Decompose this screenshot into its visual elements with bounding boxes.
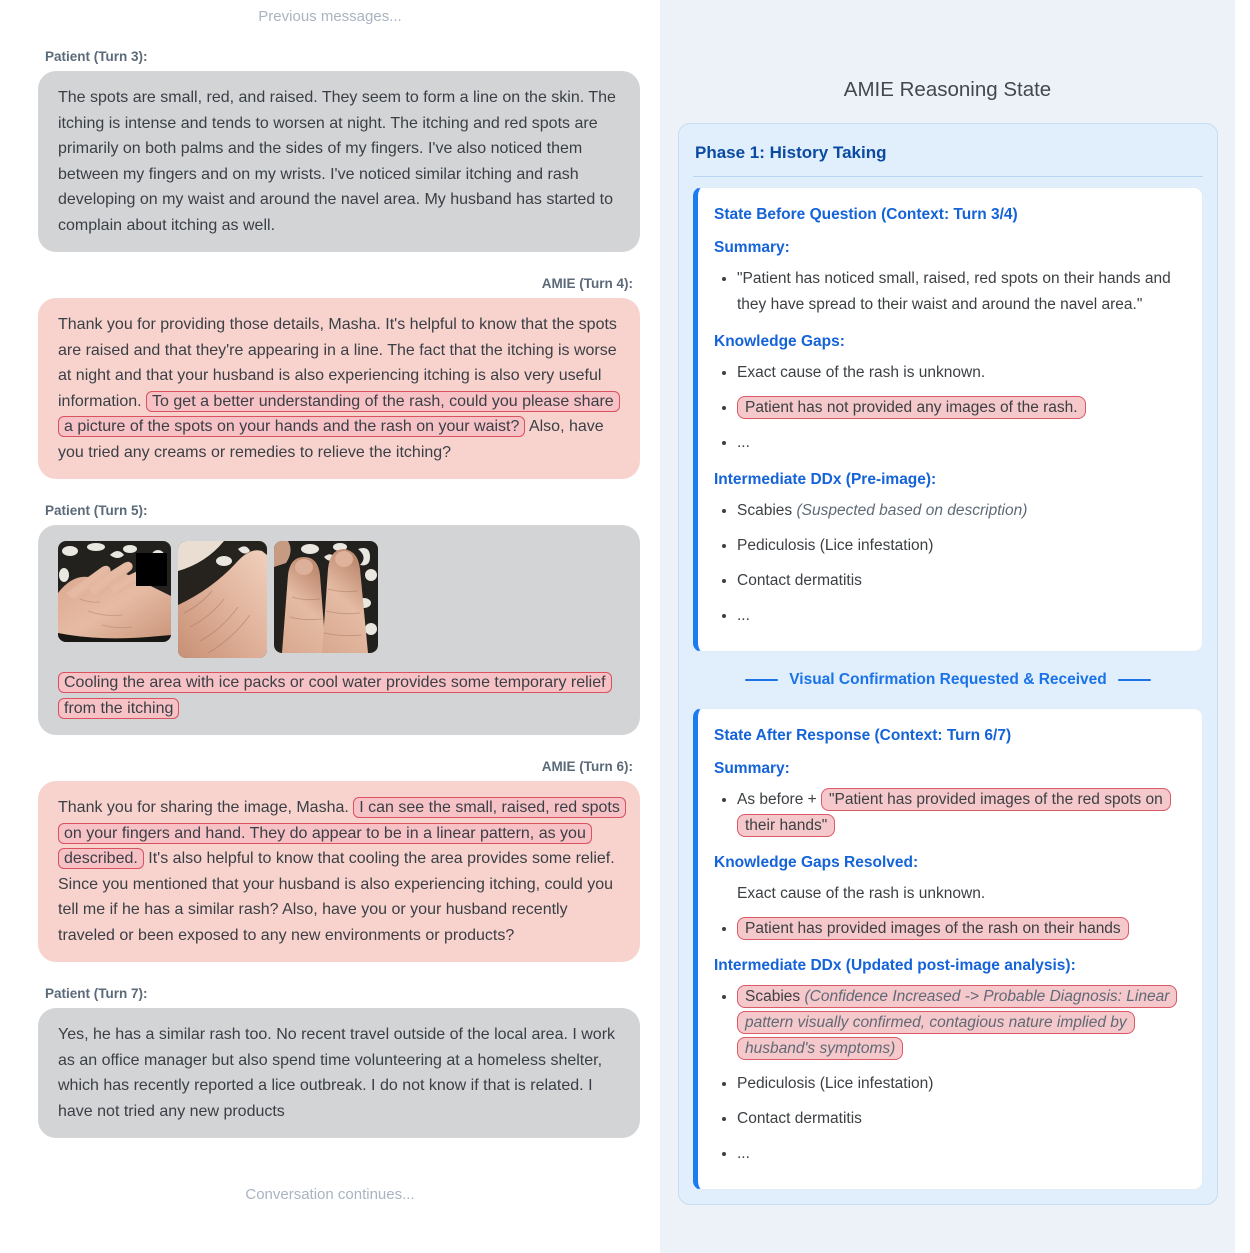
summary-label-1: Summary: bbox=[714, 239, 790, 256]
state-after-card bbox=[693, 708, 1203, 1190]
gaps-resolved-label: Knowledge Gaps Resolved: bbox=[714, 854, 919, 871]
ddx-item-contact-dermatitis: • Contact dermatitis bbox=[737, 568, 1186, 594]
summary-label-2: Summary: bbox=[714, 760, 790, 777]
gap-item-ellipsis: • ... bbox=[737, 430, 1186, 456]
previous-messages-note: Previous messages... bbox=[258, 8, 402, 25]
amie-turn-4-highlight: To get a better understanding of the rash, could you please share a picture of the spots on your hands and the rash on your waist? bbox=[58, 391, 620, 438]
gap-item: • Exact cause of the rash is unknown. bbox=[737, 360, 1186, 386]
patient-photo-1[interactable] bbox=[58, 541, 171, 642]
ddx-item-contact-dermatitis: • Contact dermatitis bbox=[737, 1106, 1186, 1132]
phase-card bbox=[678, 123, 1218, 1205]
ddx-item-ellipsis: • ... bbox=[737, 603, 1186, 629]
turn-label-patient-5: Patient (Turn 5): bbox=[45, 503, 148, 518]
ddx-updated-list bbox=[714, 984, 1186, 1167]
ddx-name: Scabies bbox=[737, 502, 793, 519]
knowledge-gaps-list bbox=[714, 360, 1186, 456]
turn-label-patient-7: Patient (Turn 7): bbox=[45, 986, 148, 1001]
summary-item: • "Patient has noticed small, raised, red spots on their hands and they have spread to their waist and around the navel area." bbox=[737, 266, 1186, 318]
gaps-resolved-list bbox=[714, 881, 1186, 942]
turn-label-patient-3: Patient (Turn 3): bbox=[45, 49, 148, 64]
turn-label-amie-4: AMIE (Turn 4): bbox=[541, 276, 633, 291]
ddx-item-pediculosis: • Pediculosis (Lice infestation) bbox=[737, 533, 1186, 559]
summary-list-2 bbox=[714, 787, 1186, 839]
patient-photo-row bbox=[58, 541, 620, 658]
patient-turn-3-text: The spots are small, red, and raised. They seem to form a line on the skin. The itching is intense and tends to worsen at night. The itching and red spots are primarily on both palms and the sides of my fingers. I've also noticed them between my fingers and on my wrists. I've noticed similar itching and rash developing on my waist and around the navel area. My husband has started to complain about itching as well. bbox=[58, 89, 616, 234]
resolved-item-plain: Exact cause of the rash is unknown. bbox=[737, 885, 986, 902]
ddx-name: Scabies bbox=[745, 988, 801, 1005]
ddx-pre-image-list bbox=[714, 498, 1186, 629]
state-after-heading: State After Response (Context: Turn 6/7) bbox=[714, 727, 1012, 744]
turn-label-amie-6: AMIE (Turn 6): bbox=[541, 759, 633, 774]
visual-confirmation-divider bbox=[693, 671, 1203, 689]
state-before-heading: State Before Question (Context: Turn 3/4) bbox=[714, 206, 1018, 223]
patient-turn-7-text: Yes, he has a similar rash too. No recent travel outside of the local area. I work as an office manager but also spend time volunteering at a homeless shelter, which has recently reported a lice outbreak. I do not know if that is related. I have not tried any new products bbox=[58, 1026, 616, 1120]
patient-message-turn-3 bbox=[38, 71, 640, 252]
patient-photo-3[interactable] bbox=[274, 541, 378, 653]
divider-dash-left-icon bbox=[745, 679, 778, 682]
ddx-item-pediculosis: • Pediculosis (Lice infestation) bbox=[737, 1071, 1186, 1097]
amie-turn-4-text: Thank you for providing those details, Masha. It's helpful to know that the spots are raised and that they're appearing in a line. The fact that the itching is worse at night and that your husband is also experiencing itching is also very useful information. bbox=[58, 316, 617, 410]
page-right-margin bbox=[1235, 0, 1250, 1253]
summary-list-1 bbox=[714, 266, 1186, 318]
knowledge-gaps-label: Knowledge Gaps: bbox=[714, 333, 845, 350]
ddx-item-ellipsis: • ... bbox=[737, 1141, 1186, 1167]
ddx-note: (Confidence Increased -> Probable Diagnosis: Linear pattern visually confirmed, contagious nature implied by husband's symptoms) bbox=[745, 988, 1170, 1057]
ddx-pre-image-label: Intermediate DDx (Pre-image): bbox=[714, 471, 937, 488]
patient-turn-5-highlight: Cooling the area with ice packs or cool water provides some temporary relief from the itching bbox=[58, 672, 612, 719]
gap-highlight: Patient has not provided any images of the rash. bbox=[737, 396, 1086, 419]
ddx-item-scabies bbox=[737, 498, 1186, 524]
panel-title: AMIE Reasoning State bbox=[843, 78, 1052, 101]
patient-photo-2[interactable] bbox=[178, 541, 267, 658]
resolved-item-highlighted bbox=[737, 916, 1186, 942]
amie-turn-6-highlight: I can see the small, raised, red spots on your fingers and hand. They do appear to be in a linear pattern, as you described. bbox=[58, 797, 626, 869]
resolved-highlight: Patient has provided images of the rash on their hands bbox=[737, 917, 1129, 940]
divider-dash-right-icon bbox=[1118, 679, 1151, 682]
gap-item-highlighted bbox=[737, 395, 1186, 421]
divider-label: Visual Confirmation Requested & Received bbox=[789, 671, 1107, 688]
reasoning-state-panel bbox=[660, 0, 1235, 1253]
state-before-card bbox=[693, 187, 1203, 652]
summary-prefix: As before + bbox=[737, 791, 822, 808]
patient-message-turn-5 bbox=[38, 525, 640, 735]
amie-message-turn-6 bbox=[38, 781, 640, 962]
amie-turn-6-text-post: It's also helpful to know that cooling the area provides some relief. Since you mentioned that your husband is also experiencing itching, could you tell me if he has a similar rash? Also, have you or your husband recently traveled or been exposed to any new environments or products? bbox=[58, 850, 615, 944]
ddx-item-scabies-updated bbox=[737, 984, 1186, 1062]
ddx-scabies-highlight bbox=[737, 985, 1177, 1060]
ddx-updated-label: Intermediate DDx (Updated post-image analysis): bbox=[714, 957, 1076, 974]
conversation-continues-note: Conversation continues... bbox=[245, 1186, 415, 1203]
summary-item-after bbox=[737, 787, 1186, 839]
amie-turn-6-text: Thank you for sharing the image, Masha. bbox=[58, 799, 354, 816]
phase-heading: Phase 1: History Taking bbox=[693, 136, 1203, 177]
amie-turn-4-text-post: Also, have you tried any creams or remedies to relieve the itching? bbox=[58, 418, 604, 461]
amie-message-turn-4 bbox=[38, 298, 640, 479]
patient-message-turn-7 bbox=[38, 1008, 640, 1138]
summary-highlight: "Patient has provided images of the red spots on their hands" bbox=[737, 788, 1171, 837]
ddx-note: (Suspected based on description) bbox=[796, 502, 1028, 519]
